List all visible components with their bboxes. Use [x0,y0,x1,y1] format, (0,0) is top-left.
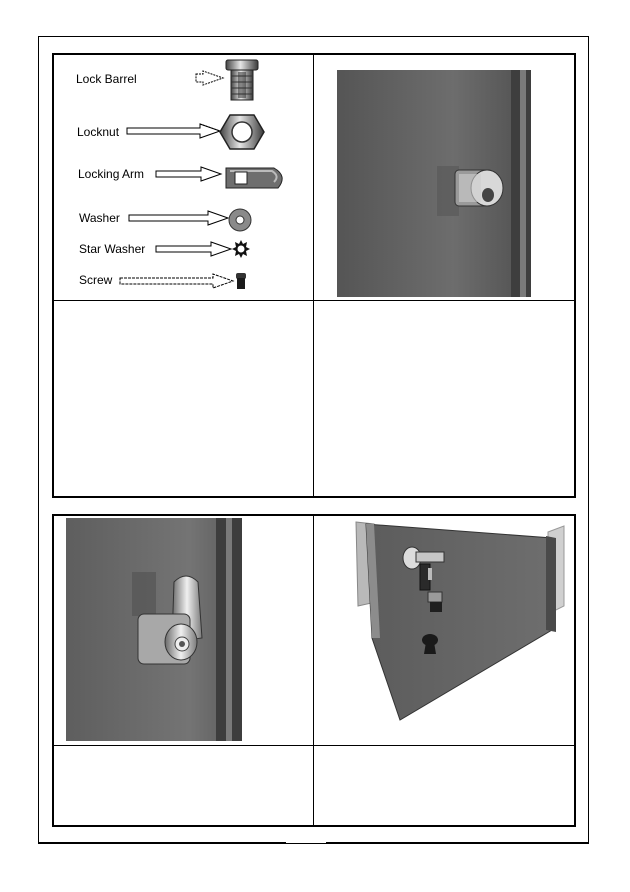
cabinet-door-with-lock-barrel [337,70,531,297]
star-washer-icon [231,239,251,259]
arrow-washer-icon [128,210,230,226]
part-label-locking-arm: Locking Arm [78,167,145,181]
screw-icon [233,271,249,291]
lower-panel-divider-vertical [313,514,314,827]
locking-arm-icon [222,162,290,194]
part-label-screw: Screw [79,273,113,287]
locknut-icon [218,113,266,151]
footer-rule-left [38,842,286,843]
lower-panel-divider-horizontal [52,745,576,746]
part-label-lock-barrel: Lock Barrel [76,72,137,86]
upper-panel-divider-vertical [313,53,314,498]
lock-barrel-icon [222,58,262,104]
cabinet-door-open-with-keys [352,518,568,723]
part-label-locknut: Locknut [77,125,120,139]
upper-panel-divider-horizontal [52,300,576,301]
washer-icon [227,207,253,233]
part-label-washer: Washer [79,211,120,225]
arrow-locknut-icon [126,123,222,139]
footer-rule-right [326,842,589,843]
cabinet-door-with-locking-arm [66,518,242,741]
arrow-star-washer-icon [155,241,233,257]
part-label-star-washer: Star Washer [79,242,146,256]
arrow-lock-barrel-icon [195,70,225,86]
arrow-screw-icon [119,273,235,289]
arrow-locking-arm-icon [155,166,223,182]
